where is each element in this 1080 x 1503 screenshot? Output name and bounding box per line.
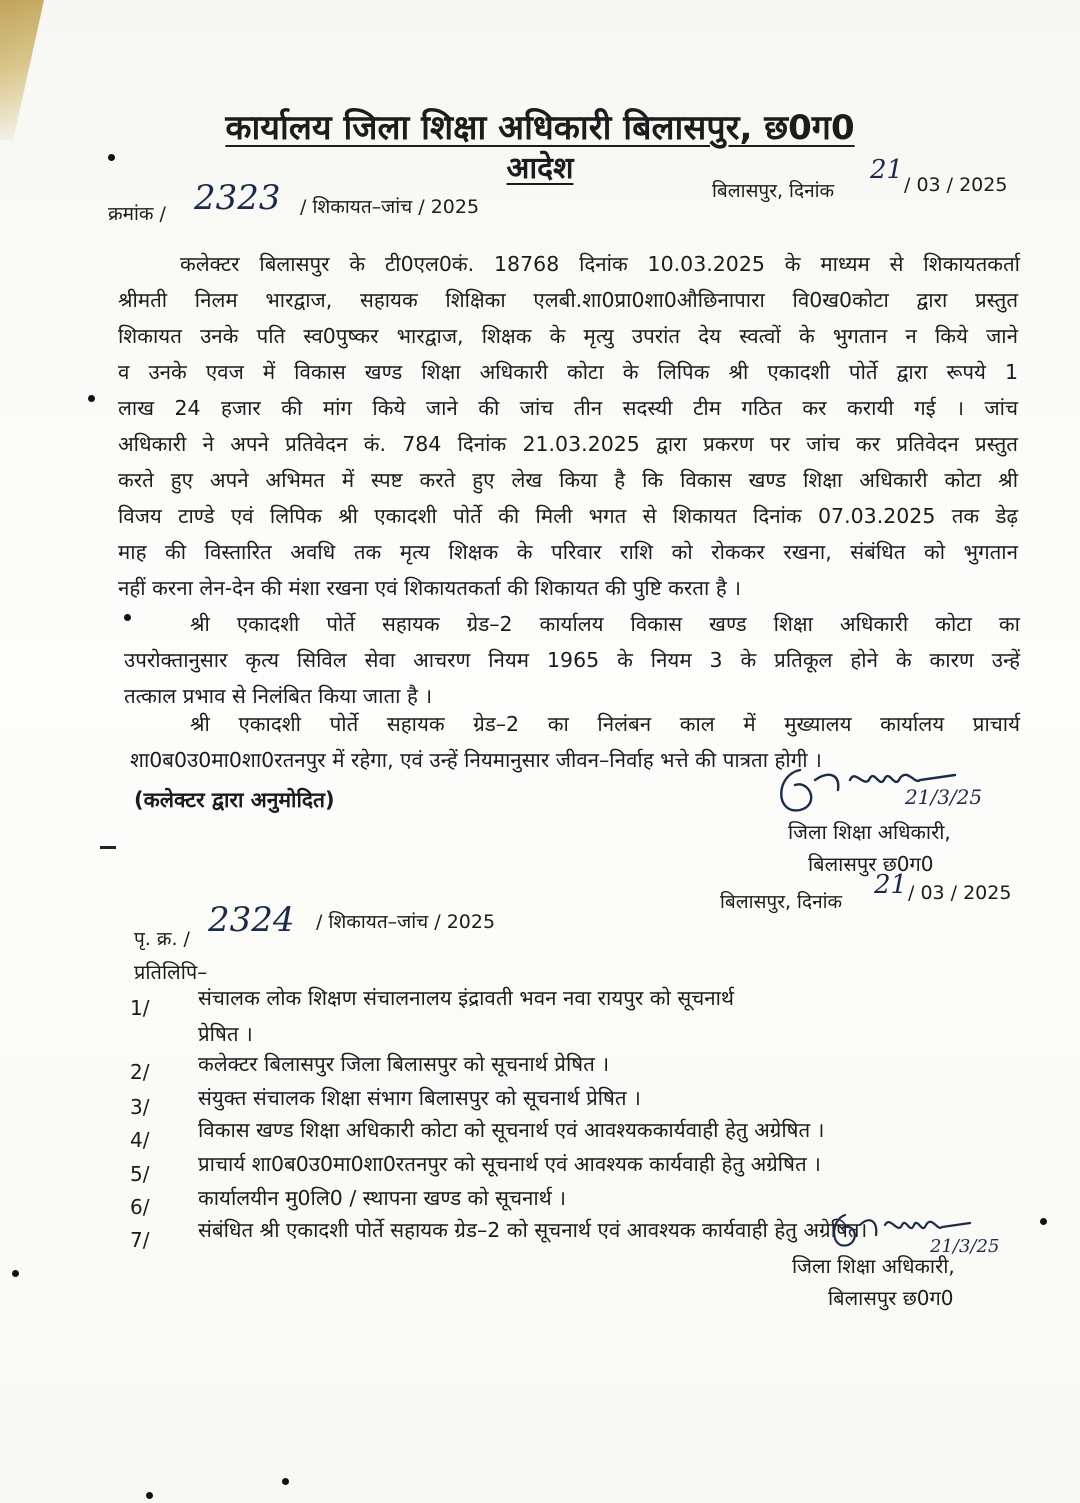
copy-item-1-continuation: प्रेषित । [198, 1022, 253, 1046]
copy-to-heading: प्रतिलिपि– [134, 960, 208, 984]
scan-speck [12, 1270, 19, 1277]
copy-item-5-text: प्राचार्य शा0ब0उ0मा0शा0रतनपुर को सूचनार्थ एवं आवश्यक कार्यवाही हेतु अग्रेषित । [198, 1152, 821, 1176]
signature-1-date-initial: 21/3/25 [905, 785, 983, 809]
document-type-heading: आदेश [506, 151, 574, 186]
scan-mark [100, 846, 116, 849]
copy-item-7-number: 7/ [130, 1228, 150, 1252]
scan-speck [1040, 1218, 1047, 1225]
order-date-suffix: / 03 / 2025 [904, 174, 1008, 196]
body-line-12: उपरोक्तानुसार कृत्य सिविल सेवा आचरण नियम 1965 के नियम 3 के प्रतिकूल होने के कारण उन्हें [124, 648, 1020, 672]
body-line-14: श्री एकादशी पोर्ते सहायक ग्रेड–2 का निलंबन काल में मुख्यालय कार्यालय प्राचार्य [190, 712, 1020, 736]
scan-speck [282, 1478, 289, 1485]
signature-1-designation: जिला शिक्षा अधिकारी, [788, 820, 951, 844]
body-line-10: नहीं करना लेन-देन की मंशा रखना एवं शिकायतकर्ता की शिकायत की पुष्टि करता है । [118, 576, 741, 600]
endorsement-number-prefix: पृ. क्र. / [134, 928, 190, 950]
scan-speck [124, 614, 131, 621]
copy-item-7-text: संबंधित श्री एकादशी पोर्ते सहायक ग्रेड–2 को सूचनार्थ एवं आवश्यक कार्यवाही हेतु अग्रेषित। [198, 1218, 868, 1242]
copy-item-2-text: कलेक्टर बिलासपुर जिला बिलासपुर को सूचनार्थ प्रेषित । [198, 1052, 610, 1076]
body-line-11: श्री एकादशी पोर्ते सहायक ग्रेड–2 कार्यालय विकास खण्ड शिक्षा अधिकारी कोटा का [190, 612, 1020, 636]
copy-item-6-number: 6/ [130, 1195, 150, 1219]
signature-2-place: बिलासपुर छ0ग0 [828, 1286, 954, 1310]
endorsement-date-prefix: बिलासपुर, दिनांक [720, 891, 843, 913]
copy-item-4-number: 4/ [130, 1128, 150, 1152]
body-line-6: अधिकारी ने अपने प्रतिवेदन कं. 784 दिनांक 21.03.2025 द्वारा प्रकरण पर जांच कर प्रतिवेदन प्रस्तुत [118, 432, 1018, 456]
order-number-handwritten: 2323 [194, 178, 281, 218]
scan-speck [88, 395, 95, 402]
endorsement-number-suffix: / शिकायत–जांच / 2025 [316, 911, 496, 933]
copy-item-2-number: 2/ [130, 1060, 150, 1084]
body-line-13: तत्काल प्रभाव से निलंबित किया जाता है । [124, 684, 433, 708]
order-number-prefix: क्रमांक / [108, 203, 166, 225]
order-date-day-handwritten: 21 [870, 155, 904, 185]
signature-1-place: बिलासपुर छ0ग0 [808, 852, 934, 876]
body-line-7: करते हुए अपने अभिमत में स्पष्ट करते हुए लेख किया है कि विकास खण्ड शिक्षा अधिकारी कोटा श्री [118, 468, 1018, 492]
endorsement-date-suffix: / 03 / 2025 [908, 882, 1012, 904]
order-date-prefix: बिलासपुर, दिनांक [712, 180, 835, 202]
body-line-1: कलेक्टर बिलासपुर के टी0एल0कं. 18768 दिनांक 10.03.2025 के माध्यम से शिकायतकर्ता [180, 252, 1020, 276]
signature-2-date-initial: 21/3/25 [930, 1236, 1000, 1257]
body-line-4: व उनके एवज में विकास खण्ड शिक्षा अधिकारी कोटा के लिपिक श्री एकादशी पोर्ते द्वारा रूपये 1 [118, 360, 1018, 384]
copy-item-1-number: 1/ [130, 996, 150, 1020]
scan-speck [108, 154, 115, 161]
endorsement-number-handwritten: 2324 [208, 900, 295, 940]
copy-item-4-text: विकास खण्ड शिक्षा अधिकारी कोटा को सूचनार्थ एवं आवश्यककार्यवाही हेतु अग्रेषित । [198, 1118, 825, 1142]
body-line-5: लाख 24 हजार की मांग किये जाने की जांच तीन सदस्यी टीम गठित कर करायी गई । जांच [118, 396, 1018, 420]
scan-speck [146, 1492, 153, 1499]
copy-item-6-text: कार्यालयीन मु0लि0 / स्थापना खण्ड को सूचनार्थ । [198, 1186, 567, 1210]
body-line-2: श्रीमती निलम भारद्वाज, सहायक शिक्षिका एलबी.शा0प्रा0शा0औछिनापारा वि0ख0कोटा द्वारा प्रस्तुत [118, 288, 1018, 312]
copy-item-3-number: 3/ [130, 1095, 150, 1119]
signature-2-designation: जिला शिक्षा अधिकारी, [792, 1254, 955, 1278]
copy-item-3-text: संयुक्त संचालक शिक्षा संभाग बिलासपुर को सूचनार्थ प्रेषित । [198, 1086, 641, 1110]
endorsement-date-day-handwritten: 21 [874, 870, 908, 900]
copy-item-1-text: संचालक लोक शिक्षण संचालनालय इंद्रावती भवन नवा रायपुर को सूचनार्थ [198, 986, 735, 1010]
copy-item-5-number: 5/ [130, 1162, 150, 1186]
body-line-3: शिकायत उनके पति स्व0पुष्कर भारद्वाज, शिक्षक के मृत्यु उपरांत देय स्वत्वों के भुगतान न किये जाने [118, 324, 1018, 348]
collector-approval-note: (कलेक्टर द्वारा अनुमोदित) [134, 788, 335, 812]
body-line-9: माह की विस्तारित अवधि तक मृत्य शिक्षक के परिवार राशि को रोककर रखना, संबंधित को भुगतान [118, 540, 1018, 564]
body-line-15: शा0ब0उ0मा0शा0रतनपुर में रहेगा, एवं उन्हें नियमानुसार जीवन–निर्वाह भत्ते की पात्रता होगी । [130, 748, 822, 772]
office-title: कार्यालय जिला शिक्षा अधिकारी बिलासपुर, छ0ग0 [225, 108, 855, 148]
order-number-suffix: / शिकायत–जांच / 2025 [300, 196, 480, 218]
body-line-8: विजय टाण्डे एवं लिपिक श्री एकादशी पोर्ते की मिली भगत से शिकायत दिनांक 07.03.2025 तक डेढ़ [118, 504, 1018, 528]
